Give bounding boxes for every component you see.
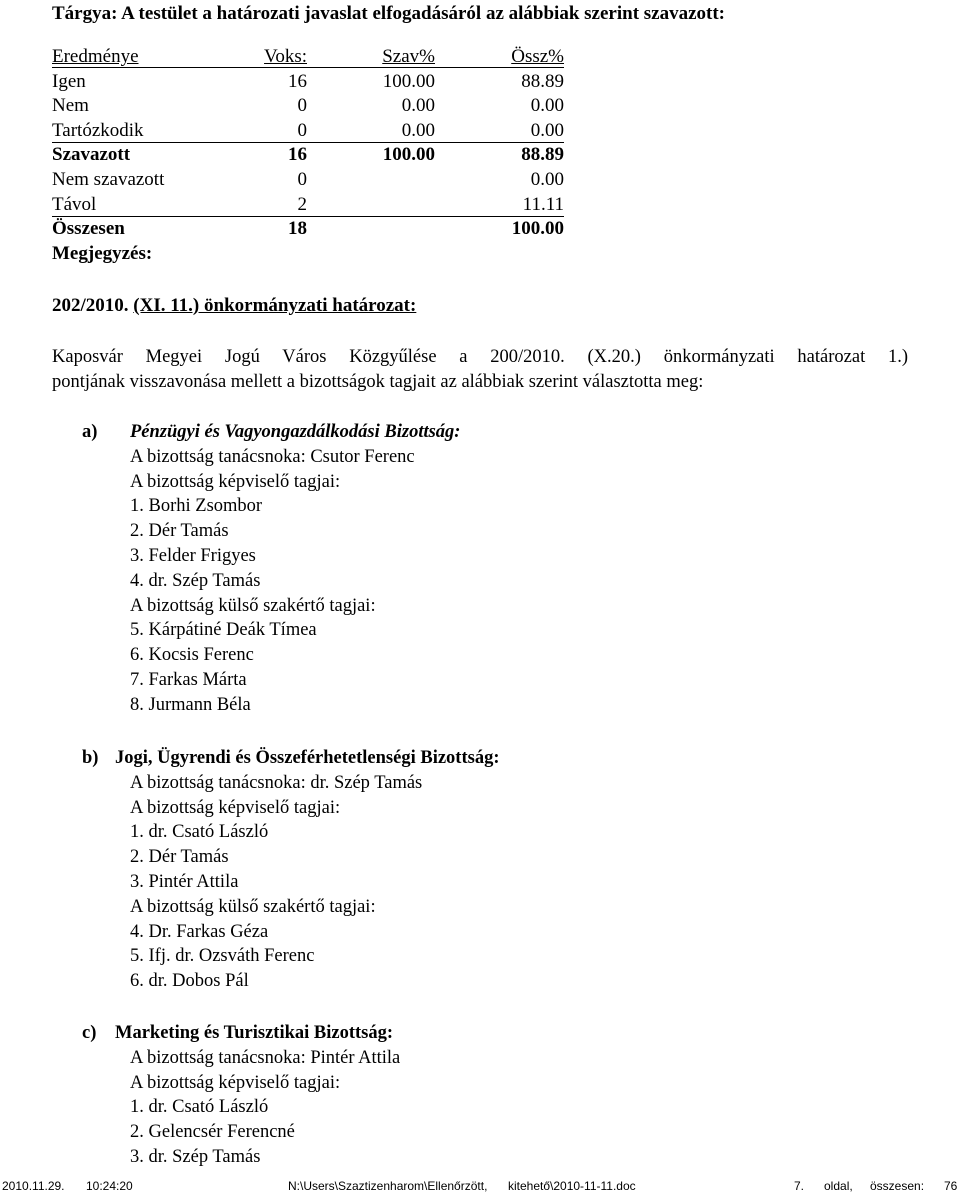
committee-title: Marketing és Turisztikai Bizottság: [115, 1023, 394, 1043]
row-label: Nem [52, 95, 89, 117]
section-marker: a) [82, 422, 98, 442]
member-line: 8. Jurmann Béla [130, 694, 251, 715]
row-total-percent: 100.00 [511, 218, 564, 240]
member-line: 7. Farkas Márta [130, 669, 247, 690]
committee-members [130, 445, 415, 718]
committee-members [130, 771, 422, 994]
vote-row-abstain [52, 119, 572, 144]
vote-row-no [52, 94, 572, 119]
subject-line: Tárgya: A testület a határozati javaslat elfogadásáról az alábbiak szerint szavazott: [52, 3, 726, 24]
decree-number: 202/2010. [52, 295, 129, 316]
row-vote-percent: 100.00 [382, 70, 435, 92]
row-votes: 0 [297, 119, 307, 141]
member-line: 5. Kárpátiné Deák Tímea [130, 620, 317, 641]
footer-page-number: 7. [794, 1179, 805, 1193]
section-marker: b) [82, 748, 99, 768]
member-line: 1. dr. Csató László [130, 822, 269, 843]
page-footer [0, 1176, 960, 1196]
member-line: A bizottság képviselő tagjai: [130, 1072, 341, 1093]
vote-table-header [52, 45, 572, 70]
vote-row-total [52, 217, 572, 242]
member-line: 3. Pintér Attila [130, 871, 239, 892]
committee-members [130, 1046, 400, 1170]
header-result: Eredménye [52, 46, 139, 67]
row-total-percent: 0.00 [530, 95, 564, 117]
vote-table [52, 45, 572, 266]
footer-path: N:\Users\Szaztizenharom\Ellenőrzött, [288, 1179, 488, 1193]
row-total-percent: 0.00 [530, 168, 564, 190]
row-label: Tartózkodik [52, 119, 144, 141]
member-line: 5. Ifj. dr. Ozsváth Ferenc [130, 946, 315, 967]
vote-row-not-voted [52, 168, 572, 193]
header-votes: Voks: [264, 46, 307, 67]
decree-heading [52, 295, 416, 317]
row-votes: 0 [297, 168, 307, 190]
member-line: 4. Dr. Farkas Géza [130, 921, 269, 942]
member-line: A bizottság tanácsnoka: dr. Szép Tamás [130, 772, 423, 793]
member-line: 1. dr. Csató László [130, 1097, 269, 1118]
vote-row-voted [52, 143, 572, 168]
footer-date: 2010.11.29. [2, 1179, 65, 1193]
member-line: 6. Kocsis Ferenc [130, 645, 254, 666]
member-line: A bizottság képviselő tagjai: [130, 797, 341, 818]
footer-total-label: összesen: [870, 1179, 925, 1193]
header-total-percent: Össz% [511, 46, 564, 67]
member-line: 2. Dér Tamás [130, 521, 229, 542]
vote-note [52, 242, 572, 267]
footer-time: 10:24:20 [86, 1179, 133, 1193]
decision-paragraph [52, 345, 908, 394]
member-line: 3. dr. Szép Tamás [130, 1146, 261, 1167]
member-line: 4. dr. Szép Tamás [130, 570, 261, 591]
row-total-percent: 11.11 [522, 193, 564, 215]
note-label: Megjegyzés: [52, 242, 153, 264]
row-label: Összesen [52, 218, 125, 240]
member-line: A bizottság tanácsnoka: Pintér Attila [130, 1047, 401, 1068]
paragraph-line-1: Kaposvár Megyei Jogú Város Közgyűlése a 200/2010. (X.20.) önkormányzati határozat 1.) [52, 347, 908, 367]
footer-file: kitehető\2010-11-11.doc [508, 1179, 636, 1193]
row-total-percent: 0.00 [530, 119, 564, 141]
paragraph-line-2: pontjának visszavonása mellett a bizottságok tagjait az alábbiak szerint választotta meg: [52, 371, 704, 392]
committee-title: Pénzügyi és Vagyongazdálkodási Bizottság: [130, 422, 461, 442]
member-line: 1. Borhi Zsombor [130, 496, 263, 517]
member-line: 3. Felder Frigyes [130, 545, 256, 566]
row-vote-percent: 0.00 [401, 119, 435, 141]
member-line: 2. Dér Tamás [130, 847, 229, 868]
member-line: A bizottság külső szakértő tagjai: [130, 896, 376, 917]
row-votes: 18 [288, 218, 307, 240]
member-line: 2. Gelencsér Ferencné [130, 1122, 295, 1143]
row-votes: 2 [297, 193, 307, 215]
row-total-percent: 88.89 [521, 144, 564, 166]
row-votes: 16 [288, 144, 307, 166]
vote-row-yes [52, 70, 572, 95]
section-marker: c) [82, 1023, 97, 1043]
member-line: A bizottság tanácsnoka: Csutor Ferenc [130, 446, 415, 467]
row-votes: 16 [288, 70, 307, 92]
row-total-percent: 88.89 [521, 70, 564, 92]
row-vote-percent: 0.00 [401, 95, 435, 117]
footer-total-pages: 76 [944, 1179, 958, 1193]
vote-row-absent [52, 193, 572, 218]
row-votes: 0 [297, 95, 307, 117]
row-label: Igen [52, 70, 86, 92]
member-line: A bizottság képviselő tagjai: [130, 471, 341, 492]
committee-title: Jogi, Ügyrendi és Összeférhetetlenségi Bizottság: [115, 748, 500, 768]
footer-page-word: oldal, [824, 1179, 853, 1193]
row-label: Nem szavazott [52, 168, 165, 190]
row-vote-percent: 100.00 [382, 144, 435, 166]
member-line: 6. dr. Dobos Pál [130, 971, 249, 992]
row-label: Távol [52, 193, 97, 215]
header-vote-percent: Szav% [382, 46, 435, 67]
row-label: Szavazott [52, 144, 131, 166]
member-line: A bizottság külső szakértő tagjai: [130, 595, 376, 616]
decree-title: (XI. 11.) önkormányzati határozat: [133, 295, 417, 316]
